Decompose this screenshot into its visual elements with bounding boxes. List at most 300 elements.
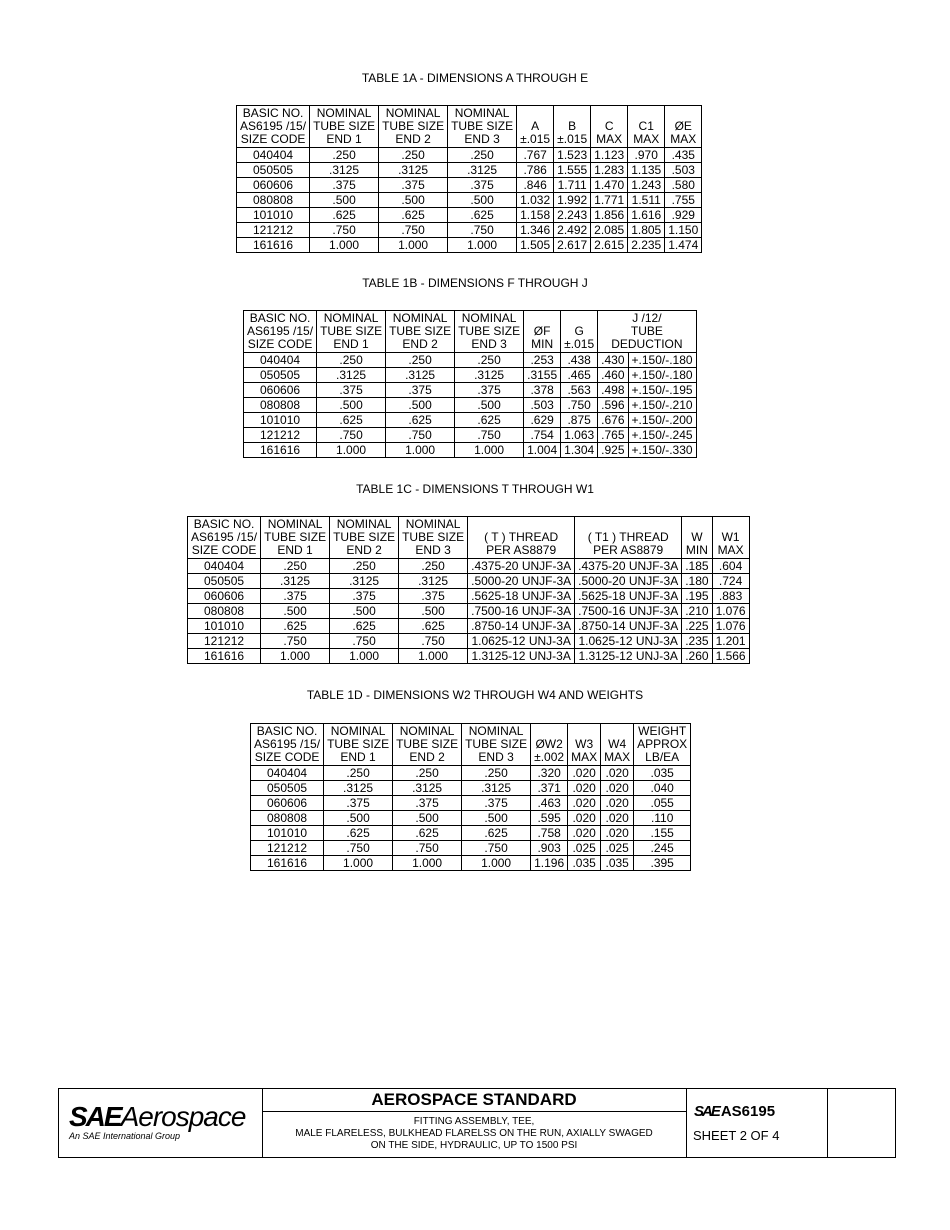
table-cell: .020 [568, 811, 601, 826]
table-cell: 1.032 [517, 193, 554, 208]
table-cell: .250 [455, 353, 524, 368]
table-cell: .3155 [524, 368, 561, 383]
table-cell: 1.805 [628, 223, 665, 238]
table-cell: .020 [568, 796, 601, 811]
column-header: NOMINAL TUBE SIZE END 3 [448, 106, 517, 148]
table-cell: +.150/-.200 [628, 413, 696, 428]
column-header: C MAX [591, 106, 628, 148]
table-row [251, 856, 691, 871]
column-header: WEIGHT APPROX LB/EA [634, 724, 691, 766]
table-cell: 1.566 [712, 649, 749, 664]
table-row [251, 781, 691, 796]
table-row [244, 428, 697, 443]
table-1a-title: TABLE 1A - DIMENSIONS A THROUGH E [361, 71, 589, 85]
table-cell: .430 [598, 353, 628, 368]
table-cell: 1.000 [324, 856, 393, 871]
table-cell: .155 [634, 826, 691, 841]
table-cell: .250 [261, 559, 330, 574]
table-cell: .245 [634, 841, 691, 856]
table-cell: .758 [531, 826, 568, 841]
table-cell: .465 [561, 368, 598, 383]
table-cell: .375 [261, 589, 330, 604]
table-cell: .925 [598, 443, 628, 458]
table-cell: .375 [448, 178, 517, 193]
table-cell: .595 [531, 811, 568, 826]
table-cell: .883 [712, 589, 749, 604]
table-cell: .625 [324, 826, 393, 841]
table-cell: .4375-20 UNJF-3A [575, 559, 682, 574]
table-cell: +.150/-.180 [628, 353, 696, 368]
column-header: NOMINAL TUBE SIZE END 1 [317, 311, 386, 353]
table-cell: .3125 [448, 163, 517, 178]
table-cell: .3125 [310, 163, 379, 178]
table-cell: 050505 [237, 163, 310, 178]
table-cell: .765 [598, 428, 628, 443]
table-cell: .250 [386, 353, 455, 368]
table-cell: .500 [310, 193, 379, 208]
table-cell: .020 [601, 796, 634, 811]
table-cell: .250 [399, 559, 468, 574]
table-cell: .767 [517, 148, 554, 163]
header-row [237, 106, 702, 148]
column-header: BASIC NO. AS6195 /15/ SIZE CODE [237, 106, 310, 148]
table-cell: .040 [634, 781, 691, 796]
table-cell: 040404 [244, 353, 317, 368]
table-cell: .503 [665, 163, 702, 178]
table-cell: .5000-20 UNJF-3A [575, 574, 682, 589]
table-cell: 1.135 [628, 163, 665, 178]
table-cell: .563 [561, 383, 598, 398]
table-cell: .625 [330, 619, 399, 634]
table-cell: .020 [568, 766, 601, 781]
table-cell: 1.000 [261, 649, 330, 664]
table-cell: .435 [665, 148, 702, 163]
table-cell: 1.076 [712, 619, 749, 634]
table-row [244, 353, 697, 368]
table-row [244, 443, 697, 458]
table-cell: .750 [399, 634, 468, 649]
table-cell: .375 [455, 383, 524, 398]
table-cell: .750 [386, 428, 455, 443]
table-cell: .750 [448, 223, 517, 238]
logo-subtitle: An SAE International Group [69, 1131, 181, 1141]
table-cell: 161616 [188, 649, 261, 664]
table-cell: .020 [601, 826, 634, 841]
table-cell: 2.235 [628, 238, 665, 253]
table-1b-title: TABLE 1B - DIMENSIONS F THROUGH J [362, 276, 588, 290]
sae-aerospace-logo [59, 1089, 263, 1157]
table-cell: .250 [393, 766, 462, 781]
column-header: ØE MAX [665, 106, 702, 148]
table-cell: .3125 [261, 574, 330, 589]
document-number-cell [686, 1089, 828, 1157]
table-cell: 1.992 [554, 193, 591, 208]
table-cell: .438 [561, 353, 598, 368]
table-cell: .970 [628, 148, 665, 163]
table-cell: +.150/-.195 [628, 383, 696, 398]
table-row [251, 826, 691, 841]
table-cell: 050505 [244, 368, 317, 383]
table-row [237, 208, 702, 223]
table-cell: 1.123 [591, 148, 628, 163]
table-cell: 1.000 [462, 856, 531, 871]
table-row [188, 559, 750, 574]
table-cell: 2.243 [554, 208, 591, 223]
table-cell: .8750-14 UNJF-3A [575, 619, 682, 634]
table-cell: 1.711 [554, 178, 591, 193]
table-cell: .375 [324, 796, 393, 811]
table-row [251, 841, 691, 856]
table-cell: .625 [317, 413, 386, 428]
table-row [188, 574, 750, 589]
column-header: NOMINAL TUBE SIZE END 2 [379, 106, 448, 148]
table-cell: 080808 [237, 193, 310, 208]
table-cell: .500 [379, 193, 448, 208]
table-cell: .500 [455, 398, 524, 413]
table-cell: .3125 [379, 163, 448, 178]
column-header: ( T ) THREAD PER AS8879 [468, 517, 575, 559]
table-cell: 1.000 [399, 649, 468, 664]
table-cell: 050505 [251, 781, 324, 796]
column-header: NOMINAL TUBE SIZE END 2 [386, 311, 455, 353]
table-cell: .375 [386, 383, 455, 398]
table-cell: .020 [568, 781, 601, 796]
table-cell: .3125 [462, 781, 531, 796]
column-header: ØW2 ±.002 [531, 724, 568, 766]
table-cell: .750 [379, 223, 448, 238]
table-cell: 101010 [237, 208, 310, 223]
table-1a [236, 105, 702, 253]
column-header: G ±.015 [561, 311, 598, 353]
column-header: ( T1 ) THREAD PER AS8879 [575, 517, 682, 559]
table-cell: 1.063 [561, 428, 598, 443]
table-cell: .235 [682, 634, 712, 649]
table-cell: .020 [601, 811, 634, 826]
table-cell: 1.201 [712, 634, 749, 649]
table-cell: 060606 [244, 383, 317, 398]
table-cell: .625 [379, 208, 448, 223]
document-number: AS6195 [720, 1103, 776, 1120]
table-cell: 1.150 [665, 223, 702, 238]
table-cell: +.150/-.180 [628, 368, 696, 383]
table-cell: .7500-16 UNJF-3A [575, 604, 682, 619]
table-cell: .750 [261, 634, 330, 649]
table-cell: .750 [462, 841, 531, 856]
table-cell: .250 [330, 559, 399, 574]
table-cell: 040404 [188, 559, 261, 574]
table-cell: .463 [531, 796, 568, 811]
table-cell: 1.004 [524, 443, 561, 458]
table-cell: .3125 [324, 781, 393, 796]
table-cell: .750 [310, 223, 379, 238]
logo-sae-text: SAE [69, 1101, 121, 1132]
table-cell: .500 [448, 193, 517, 208]
table-cell: 1.304 [561, 443, 598, 458]
table-cell: .375 [310, 178, 379, 193]
table-row [237, 193, 702, 208]
table-cell: 1.000 [448, 238, 517, 253]
table-cell: .500 [261, 604, 330, 619]
table-cell: 1.474 [665, 238, 702, 253]
column-header: J /12/ TUBE DEDUCTION [598, 311, 696, 353]
table-cell: .625 [462, 826, 531, 841]
table-cell: .260 [682, 649, 712, 664]
column-header: B ±.015 [554, 106, 591, 148]
table-cell: .020 [601, 766, 634, 781]
table-cell: .375 [330, 589, 399, 604]
table-cell: 1.000 [379, 238, 448, 253]
table-cell: .035 [601, 856, 634, 871]
table-cell: .5625-18 UNJF-3A [468, 589, 575, 604]
table-cell: .604 [712, 559, 749, 574]
table-row [188, 589, 750, 604]
table-cell: .020 [568, 826, 601, 841]
table-cell: .580 [665, 178, 702, 193]
table-cell: .253 [524, 353, 561, 368]
column-header: NOMINAL TUBE SIZE END 2 [393, 724, 462, 766]
table-cell: .500 [324, 811, 393, 826]
table-row [237, 238, 702, 253]
table-cell: 1.0625-12 UNJ-3A [468, 634, 575, 649]
table-cell: .185 [682, 559, 712, 574]
table-cell: .460 [598, 368, 628, 383]
table-cell: .500 [386, 398, 455, 413]
column-header: BASIC NO. AS6195 /15/ SIZE CODE [244, 311, 317, 353]
table-cell: .750 [317, 428, 386, 443]
table-cell: 1.158 [517, 208, 554, 223]
table-cell: 121212 [188, 634, 261, 649]
table-cell: 1.505 [517, 238, 554, 253]
table-cell: 1.555 [554, 163, 591, 178]
column-header: BASIC NO. AS6195 /15/ SIZE CODE [188, 517, 261, 559]
table-cell: .750 [561, 398, 598, 413]
header-row [188, 517, 750, 559]
column-header: W4 MAX [601, 724, 634, 766]
table-cell: .754 [524, 428, 561, 443]
table-cell: .625 [386, 413, 455, 428]
table-row [251, 796, 691, 811]
sheet-number: SHEET 2 OF 4 [693, 1128, 780, 1143]
table-row [244, 383, 697, 398]
table-cell: .225 [682, 619, 712, 634]
table-cell: .629 [524, 413, 561, 428]
table-cell: 1.000 [386, 443, 455, 458]
table-cell: .500 [399, 604, 468, 619]
table-cell: 161616 [237, 238, 310, 253]
table-cell: .035 [634, 766, 691, 781]
table-cell: .3125 [317, 368, 386, 383]
title-block [58, 1088, 896, 1158]
column-header: NOMINAL TUBE SIZE END 3 [455, 311, 524, 353]
table-cell: 1.616 [628, 208, 665, 223]
table-cell: 080808 [188, 604, 261, 619]
table-cell: .375 [379, 178, 448, 193]
table-cell: 1.470 [591, 178, 628, 193]
column-header: NOMINAL TUBE SIZE END 1 [324, 724, 393, 766]
header-row [244, 311, 697, 353]
table-cell: .250 [310, 148, 379, 163]
table-cell: .5625-18 UNJF-3A [575, 589, 682, 604]
table-cell: .755 [665, 193, 702, 208]
column-header: NOMINAL TUBE SIZE END 2 [330, 517, 399, 559]
table-cell: 2.085 [591, 223, 628, 238]
table-cell: 060606 [188, 589, 261, 604]
table-cell: .625 [310, 208, 379, 223]
table-cell: .025 [601, 841, 634, 856]
table-cell: .846 [517, 178, 554, 193]
table-cell: 1.076 [712, 604, 749, 619]
table-cell: .110 [634, 811, 691, 826]
table-cell: 080808 [244, 398, 317, 413]
column-header: NOMINAL TUBE SIZE END 3 [462, 724, 531, 766]
table-row [188, 619, 750, 634]
table-row [244, 413, 697, 428]
table-row [188, 649, 750, 664]
table-cell: .724 [712, 574, 749, 589]
table-cell: .4375-20 UNJF-3A [468, 559, 575, 574]
table-cell: .500 [393, 811, 462, 826]
table-cell: 1.000 [317, 443, 386, 458]
table-cell: .625 [455, 413, 524, 428]
logo-aerospace-text: Aerospace [120, 1101, 246, 1132]
table-cell: .250 [317, 353, 386, 368]
column-header: NOMINAL TUBE SIZE END 1 [261, 517, 330, 559]
column-header: A ±.015 [517, 106, 554, 148]
table-row [251, 766, 691, 781]
table-row [251, 811, 691, 826]
table-cell: .750 [324, 841, 393, 856]
table-cell: 1.000 [455, 443, 524, 458]
table-1c-title: TABLE 1C - DIMENSIONS T THROUGH W1 [356, 482, 594, 496]
document-description: FITTING ASSEMBLY, TEE, MALE FLARELESS, BULKHEAD FLARELSS ON THE RUN, AXIALLY SWAGED ON THE SIDE, HYDRAULIC, UP TO 1500 PSI [295, 1116, 653, 1151]
column-header: NOMINAL TUBE SIZE END 1 [310, 106, 379, 148]
table-cell: .395 [634, 856, 691, 871]
table-cell: 161616 [251, 856, 324, 871]
table-1d [250, 723, 691, 871]
table-cell: .020 [601, 781, 634, 796]
table-row [237, 223, 702, 238]
table-cell: .903 [531, 841, 568, 856]
table-cell: .500 [330, 604, 399, 619]
header-row [251, 724, 691, 766]
table-cell: .625 [261, 619, 330, 634]
table-cell: 121212 [237, 223, 310, 238]
table-cell: 1.523 [554, 148, 591, 163]
column-header: ØF MIN [524, 311, 561, 353]
table-row [244, 398, 697, 413]
table-cell: 121212 [251, 841, 324, 856]
table-cell: .250 [462, 766, 531, 781]
table-cell: .320 [531, 766, 568, 781]
column-header: NOMINAL TUBE SIZE END 3 [399, 517, 468, 559]
table-cell: .035 [568, 856, 601, 871]
table-cell: .375 [317, 383, 386, 398]
table-cell: .503 [524, 398, 561, 413]
column-header: W1 MAX [712, 517, 749, 559]
table-cell: .3125 [330, 574, 399, 589]
table-cell: .875 [561, 413, 598, 428]
table-cell: 080808 [251, 811, 324, 826]
table-cell: .195 [682, 589, 712, 604]
table-cell: .250 [324, 766, 393, 781]
table-cell: 1.000 [330, 649, 399, 664]
table-cell: 101010 [244, 413, 317, 428]
table-cell: 121212 [244, 428, 317, 443]
table-cell: .786 [517, 163, 554, 178]
table-cell: +.150/-.330 [628, 443, 696, 458]
table-row [188, 634, 750, 649]
table-cell: 101010 [188, 619, 261, 634]
table-cell: .929 [665, 208, 702, 223]
table-cell: 101010 [251, 826, 324, 841]
table-cell: .3125 [386, 368, 455, 383]
table-cell: .500 [317, 398, 386, 413]
table-cell: .498 [598, 383, 628, 398]
table-cell: +.150/-.245 [628, 428, 696, 443]
table-cell: .750 [330, 634, 399, 649]
table-cell: .625 [393, 826, 462, 841]
table-cell: .3125 [393, 781, 462, 796]
table-cell: 1.856 [591, 208, 628, 223]
document-title-cell [262, 1089, 687, 1157]
table-cell: 1.283 [591, 163, 628, 178]
table-cell: 2.617 [554, 238, 591, 253]
table-1c [187, 516, 750, 664]
table-cell: .210 [682, 604, 712, 619]
table-cell: 1.3125-12 UNJ-3A [575, 649, 682, 664]
column-header: W MIN [682, 517, 712, 559]
table-cell: 060606 [237, 178, 310, 193]
table-cell: 050505 [188, 574, 261, 589]
table-cell: .750 [455, 428, 524, 443]
table-cell: .625 [399, 619, 468, 634]
table-cell: .676 [598, 413, 628, 428]
table-cell: 1.243 [628, 178, 665, 193]
table-cell: 1.346 [517, 223, 554, 238]
table-cell: .5000-20 UNJF-3A [468, 574, 575, 589]
table-cell: .378 [524, 383, 561, 398]
table-cell: .625 [448, 208, 517, 223]
table-cell: +.150/-.210 [628, 398, 696, 413]
table-cell: .8750-14 UNJF-3A [468, 619, 575, 634]
table-cell: .7500-16 UNJF-3A [468, 604, 575, 619]
table-cell: .375 [399, 589, 468, 604]
table-row [237, 148, 702, 163]
column-header: W3 MAX [568, 724, 601, 766]
table-cell: .180 [682, 574, 712, 589]
table-cell: .250 [379, 148, 448, 163]
table-cell: 1.771 [591, 193, 628, 208]
table-cell: .371 [531, 781, 568, 796]
table-cell: 2.615 [591, 238, 628, 253]
table-row [237, 163, 702, 178]
table-cell: 1.511 [628, 193, 665, 208]
table-row [188, 604, 750, 619]
table-1b [243, 310, 697, 458]
table-cell: 1.000 [393, 856, 462, 871]
table-cell: .3125 [399, 574, 468, 589]
table-cell: .055 [634, 796, 691, 811]
standard-heading: AEROSPACE STANDARD [262, 1089, 686, 1112]
column-header: C1 MAX [628, 106, 665, 148]
sae-mark-icon: SAE [694, 1103, 719, 1120]
table-cell: .596 [598, 398, 628, 413]
table-cell: .025 [568, 841, 601, 856]
table-cell: .3125 [455, 368, 524, 383]
table-cell: .250 [448, 148, 517, 163]
table-cell: 040404 [237, 148, 310, 163]
table-cell: 161616 [244, 443, 317, 458]
